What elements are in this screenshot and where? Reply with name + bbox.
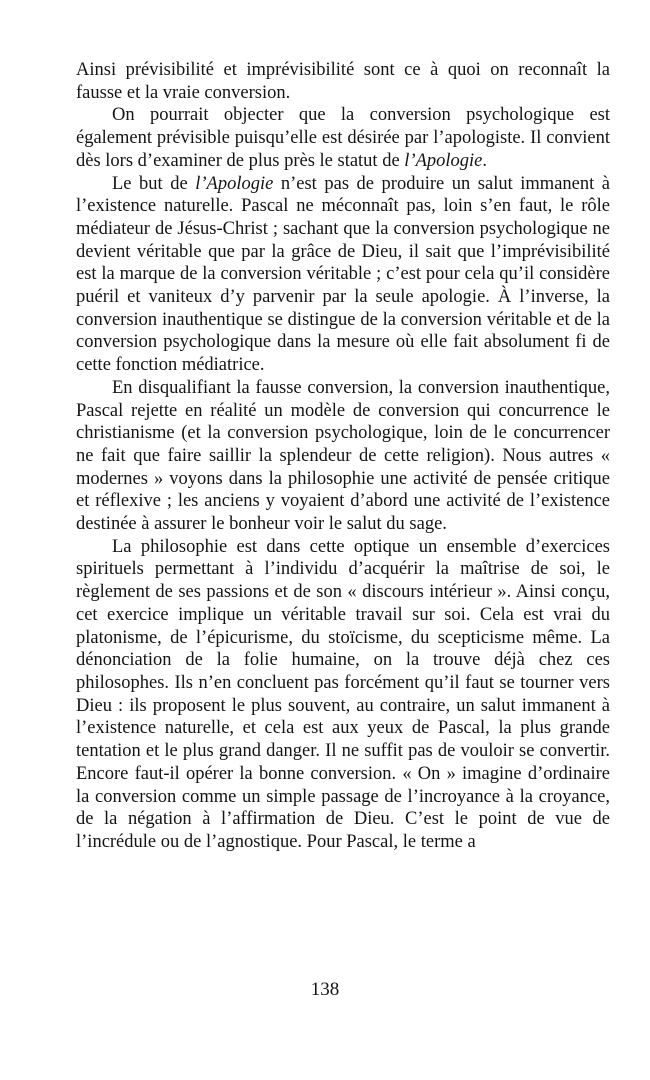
paragraph-2-end: .: [482, 150, 488, 171]
paragraph-3: [76, 173, 610, 377]
paragraph-2-text: On pourrait objecter que la conversion psychologique est également prévisible puisqu’elle est désirée par l’apologiste. Il convient dès lors d’examiner de plus près le statut de: [76, 105, 610, 171]
paragraph-4: En disqualifiant la fausse conversion, la conversion inauthentique, Pascal rejette en réalité un modèle de conversion qui concurrence le christianisme (et la conversion psychologique, loin de le concurrencer ne fait que faire saillir la splendeur de cette religion). Nous autres « modernes » voyons dans la philosophie une activité de pensée critique et réflexive ; les anciens y voyaient d’abord une activité de l’existence destinée à assurer le bonheur voir le salut du sage.: [76, 377, 610, 535]
paragraph-2: [76, 104, 610, 172]
page-body: [76, 59, 610, 854]
paragraph-3-text: n’est pas de produire un salut immanent à l’existence naturelle. Pascal ne méconnaît pas, loin s’en faut, le rôle médiateur de Jésus-Christ ; sachant que la conversion psychologique ne devient véritable que par la grâce de Dieu, il sait que l’imprévisibilité est la marque de la conversion véritable ; c’est pour cela qu’il considère puéril et vaniteux d’y parvenir par la seule apologie. À l’inverse, la conversion inauthentique se distingue de la conversion véritable et de la conversion psychologique dans la mesure où elle fait absolument fi de cette fonction médiatrice.: [76, 173, 611, 376]
paragraph-5: La philosophie est dans cette optique un ensemble d’exercices spirituels permettant à l’individu d’acquérir la maîtrise de soi, le règlement de ses passions et de son « discours intérieur ». Ainsi conçu, cet exercice implique un véritable travail sur soi. Cela est vrai du platonisme, de l’épicurisme, du stoïcisme, du scepticisme même. La dénonciation de la folie humaine, on la trouve déjà chez ces philosophes. Ils n’en concluent pas forcément qu’il faut se tourner vers Dieu : ils proposent le plus souvent, au contraire, un salut immanent à l’existence naturelle, et cela est aux yeux de Pascal, la plus grande tentation et le plus grand danger. Il ne suffit pas de vouloir se convertir. Encore faut-il opérer la bonne conversion. « On » imagine d’ordinaire la conversion comme un simple passage de l’incroyance à la croyance, de la négation à l’affirmation de Dieu. C’est le point de vue de l’incrédule ou de l’agnostique. Pour Pascal, le terme a: [76, 536, 610, 852]
page-number: 138: [310, 979, 340, 1000]
paragraph-2-italic-title: l’Apologie: [404, 150, 483, 171]
paragraph-1: Ainsi prévisibilité et imprévisibilité sont ce à quoi on reconnaît la fausse et la vraie conversion.: [76, 60, 610, 103]
paragraph-3-italic-title: l’Apologie: [195, 173, 274, 194]
paragraph-3-start: Le but de: [112, 173, 196, 194]
